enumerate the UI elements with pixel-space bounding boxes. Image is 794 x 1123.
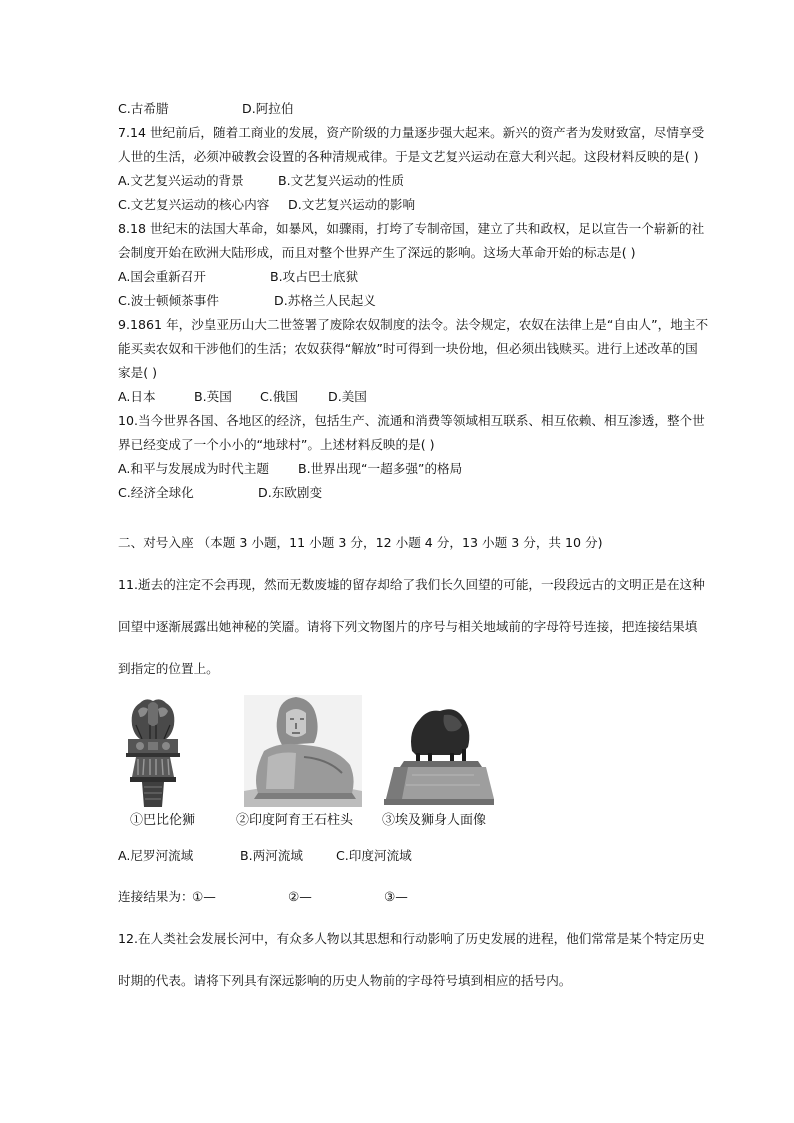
q7-option-a: A.文艺复兴运动的背景 xyxy=(118,173,244,188)
q12-stem-line2: 时期的代表。请将下列具有深远影响的历史人物前的字母符号填到相应的括号内。 xyxy=(118,973,572,988)
q10-stem-line2: 界已经变成了一个小小的“地球村”。上述材料反映的是( ) xyxy=(118,437,435,452)
caption-3: ③埃及狮身人面像 xyxy=(382,813,487,828)
q8-stem-line2: 会制度开始在欧洲大陆形成，而且对整个世界产生了深远的影响。这场大革命开始的标志是( ) xyxy=(118,245,636,260)
caption-1: ①巴比伦狮 xyxy=(130,813,196,828)
q8-option-d: D.苏格兰人民起义 xyxy=(274,293,376,308)
region-b: B.两河流域 xyxy=(240,848,304,863)
q9-option-a: A.日本 xyxy=(118,389,156,404)
q6-option-d: D.阿拉伯 xyxy=(242,101,294,116)
q7-option-c: C.文艺复兴运动的核心内容 xyxy=(118,197,270,212)
q6-option-c: C.古希腊 xyxy=(118,101,169,116)
sphinx-image xyxy=(244,695,362,807)
q9-stem-line1: 9.1861 年，沙皇亚历山大二世签署了废除农奴制度的法令。法令规定，农奴在法律上是“自由人”，地主不 xyxy=(118,317,709,332)
q11-stem-line1: 11.逝去的注定不会再现，然而无数废墟的留存却给了我们长久回望的可能，一段段远古的文明正是在这种 xyxy=(118,577,705,592)
q10-option-c: C.经济全球化 xyxy=(118,485,194,500)
q7-option-b: B.文艺复兴运动的性质 xyxy=(278,173,404,188)
lion-pedestal-image xyxy=(382,695,496,807)
q7-stem-line1: 7.14 世纪前后，随着工商业的发展，资产阶级的力量逐步强大起来。新兴的资产者为发财致富，尽情享受 xyxy=(118,125,705,140)
q8-option-b: B.攻占巴士底狱 xyxy=(270,269,359,284)
q8-stem-line1: 8.18 世纪末的法国大革命，如暴风，如骤雨，打垮了专制帝国，建立了共和政权，足以宣告一个崭新的社 xyxy=(118,221,705,236)
caption-2: ②印度阿育王石柱头 xyxy=(236,813,354,828)
region-a: A.尼罗河流域 xyxy=(118,848,194,863)
q9-stem-line3: 家是( ) xyxy=(118,365,158,380)
region-c: C.印度河流域 xyxy=(336,848,412,863)
q10-option-b: B.世界出现“一超多强”的格局 xyxy=(298,461,463,476)
section2-heading: 二、对号入座 （本题 3 小题，11 小题 3 分，12 小题 4 分，13 小题 3 分，共 10 分) xyxy=(118,535,603,550)
q9-stem-line2: 能买卖农奴和干涉他们的生活；农奴获得“解放”时可得到一块份地，但必须出钱赎买。进行上述改革的国 xyxy=(118,341,698,356)
q11-stem-line3: 到指定的位置上。 xyxy=(118,661,219,676)
q11-stem-line2: 回望中逐渐展露出她神秘的笑靥。请将下列文物图片的序号与相关地域前的字母符号连接，把连接结果填 xyxy=(118,619,698,634)
q12-stem-line1: 12.在人类社会发展长河中，有众多人物以其思想和行动影响了历史发展的进程，他们常常是某个特定历史 xyxy=(118,931,705,946)
q9-option-d: D.美国 xyxy=(328,389,367,404)
q7-stem-line2: 人世的生活，必须冲破教会设置的各种清规戒律。于是文艺复兴运动在意大利兴起。这段材料反映的是( ) xyxy=(118,149,699,164)
q8-option-c: C.波士顿倾茶事件 xyxy=(118,293,219,308)
q8-option-a: A.国会重新召开 xyxy=(118,269,206,284)
q9-option-c: C.俄国 xyxy=(260,389,298,404)
q10-option-a: A.和平与发展成为时代主题 xyxy=(118,461,269,476)
q9-option-b: B.英国 xyxy=(194,389,232,404)
q10-option-d: D.东欧剧变 xyxy=(258,485,323,500)
answer-slot-1: ①— xyxy=(192,889,216,904)
answer-slot-3: ③— xyxy=(384,889,408,904)
q10-stem-line1: 10.当今世界各国、各地区的经济，包括生产、流通和消费等领域相互联系、相互依赖、相互渗透，整个世 xyxy=(118,413,705,428)
q7-option-d: D.文艺复兴运动的影响 xyxy=(288,197,416,212)
answer-slot-2: ②— xyxy=(288,889,312,904)
answer-label: 连接结果为： xyxy=(118,889,194,904)
lion-capital-image xyxy=(122,695,184,807)
